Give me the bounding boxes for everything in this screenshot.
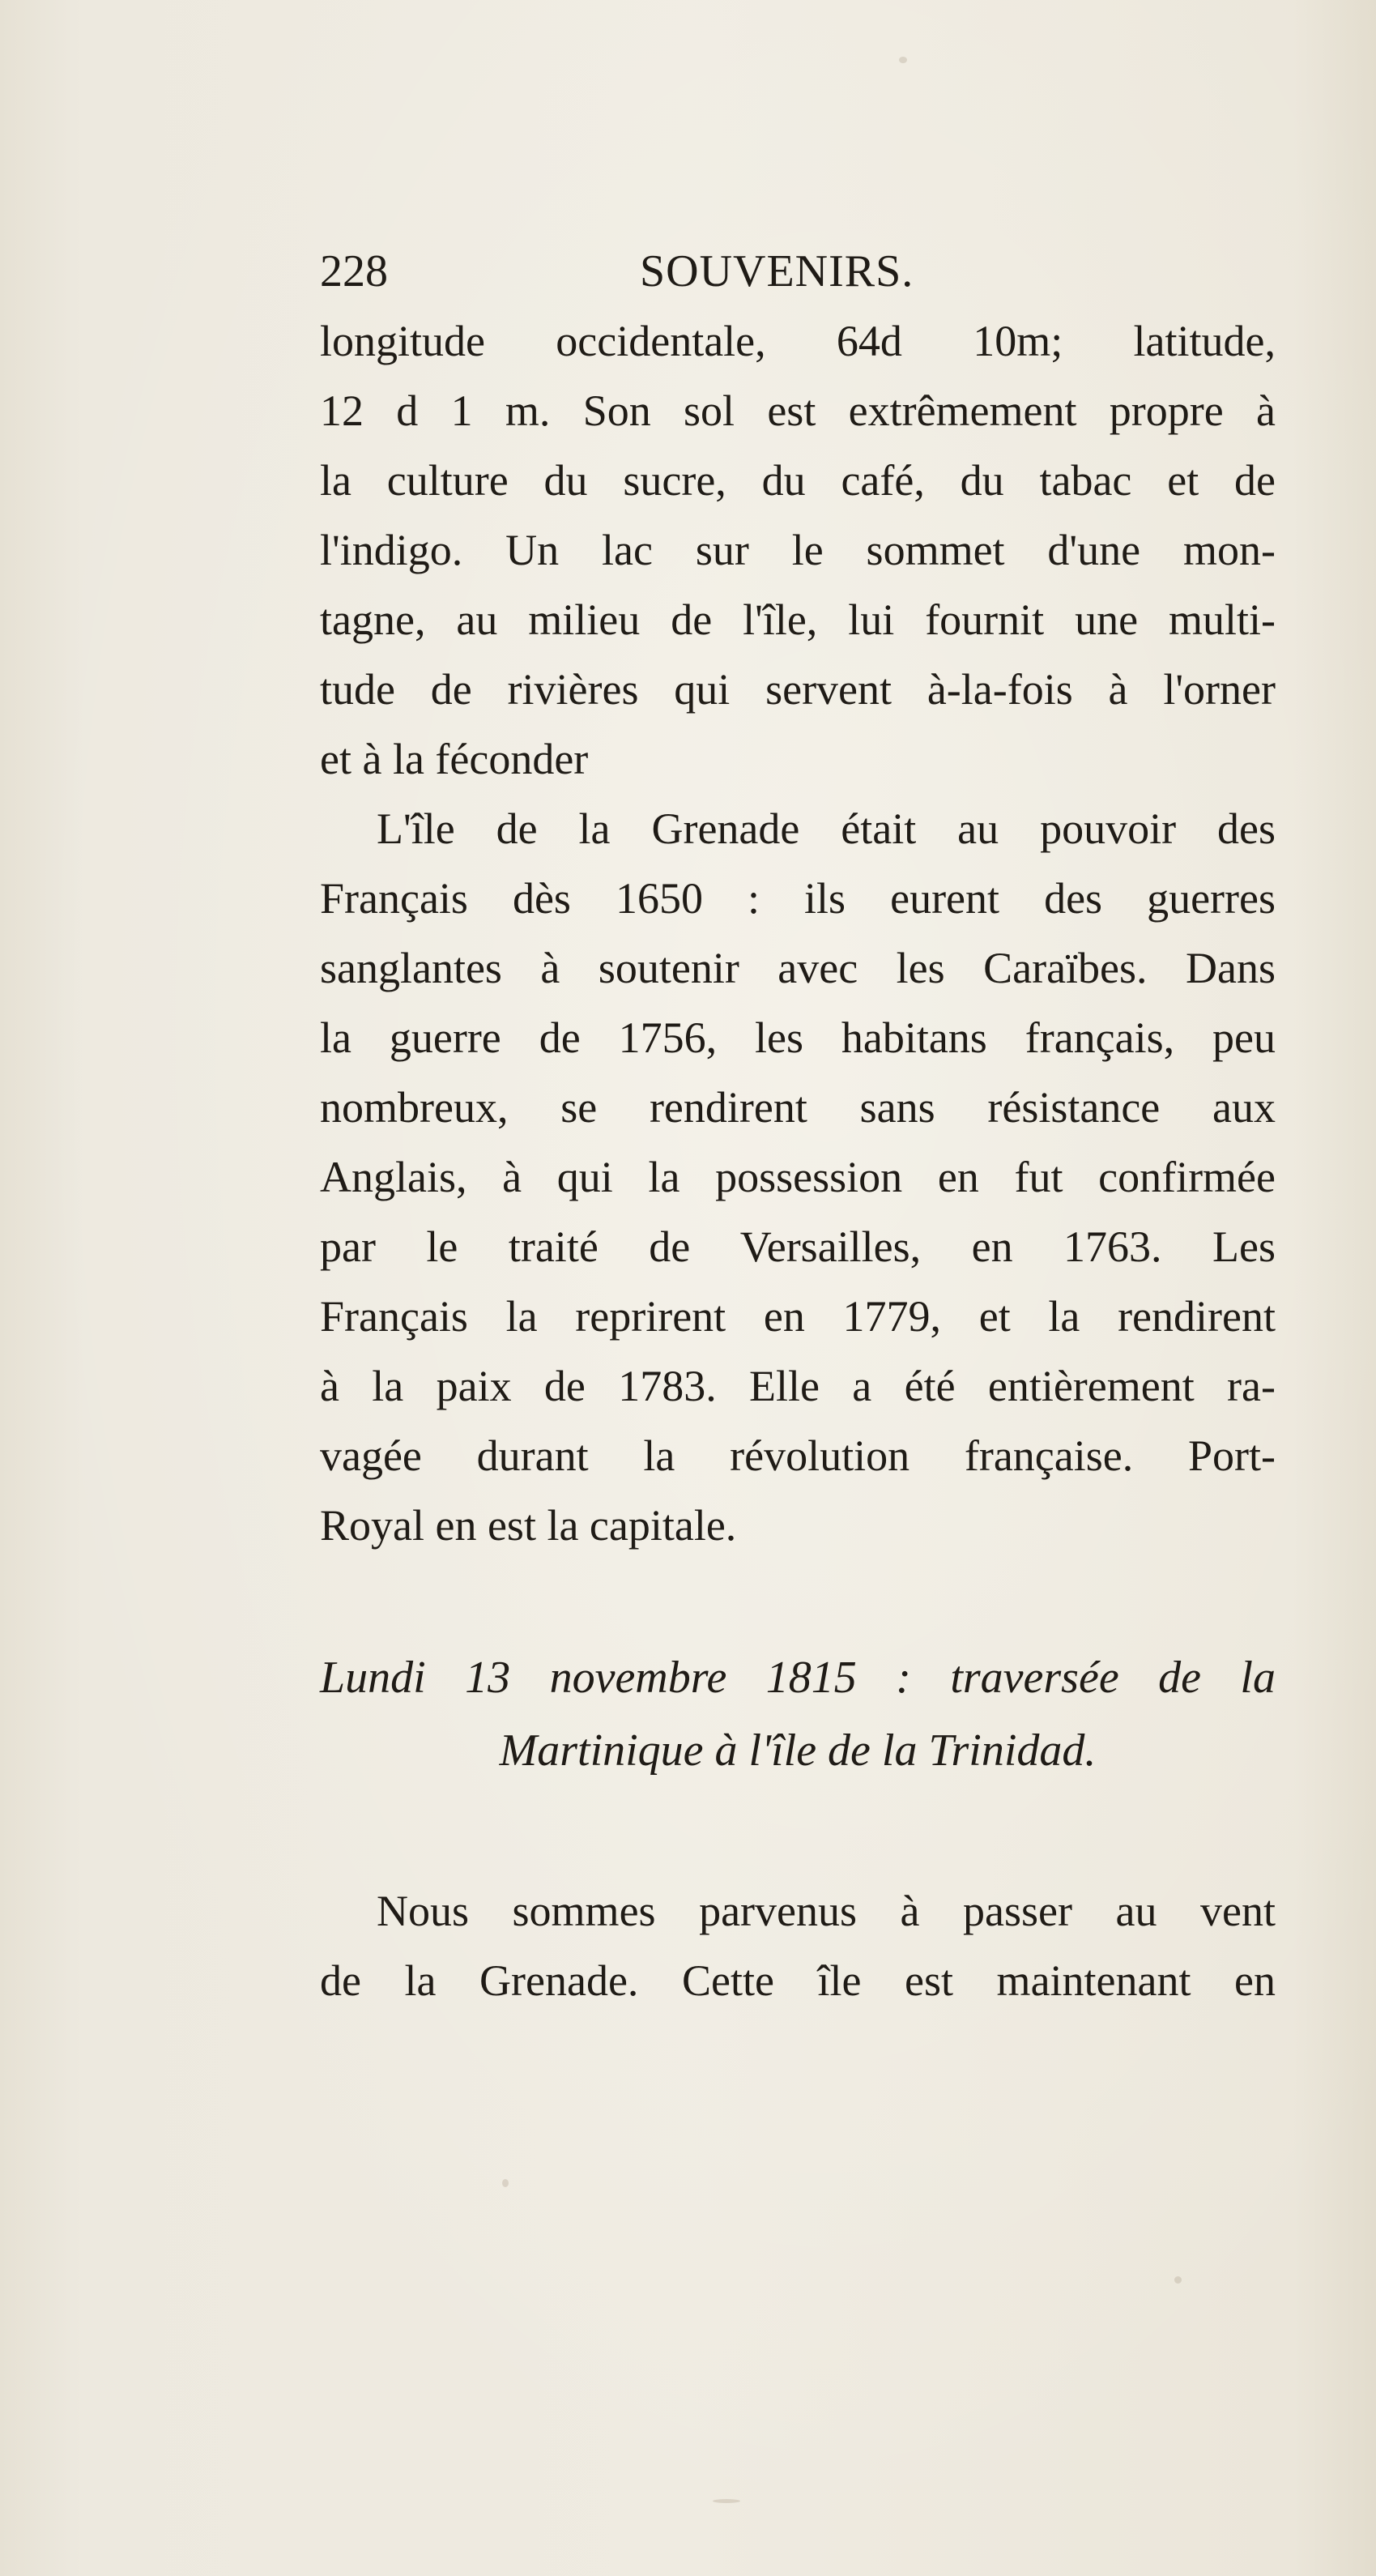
text-line: et à la féconder <box>320 735 589 783</box>
paper-spot <box>1174 2276 1182 2284</box>
text-line: L'île de la Grenade était au pouvoir des <box>377 804 1276 853</box>
text-line: à la paix de 1783. Elle a été entièrement ra- <box>320 1362 1276 1410</box>
text-line: vagée durant la révolution française. Port- <box>320 1431 1276 1480</box>
text-block <box>320 306 1276 2015</box>
text-line: Royal en est la capitale. <box>320 1501 737 1550</box>
paper-spot <box>502 2179 509 2187</box>
heading-line: Lundi 13 novembre 1815 : traversée de la <box>320 1653 1276 1703</box>
page-number: 228 <box>320 246 388 296</box>
text-line: tude de rivières qui servent à-la-fois à l'orner <box>320 665 1276 714</box>
text-line: sanglantes à soutenir avec les Caraïbes. Dans <box>320 944 1276 992</box>
paragraph <box>320 306 1276 794</box>
text-line: Français la reprirent en 1779, et la rendirent <box>320 1292 1276 1341</box>
paragraph <box>320 794 1276 1560</box>
running-head: SOUVENIRS. <box>640 246 914 296</box>
heading-line: Martinique à l'île de la Trinidad. <box>499 1725 1097 1776</box>
text-line: Anglais, à qui la possession en fut confirmée <box>320 1153 1276 1201</box>
text-line: de la Grenade. Cette île est maintenant en <box>320 1956 1276 2005</box>
text-line: tagne, au milieu de l'île, lui fournit une multi- <box>320 595 1276 644</box>
text-line: nombreux, se rendirent sans résistance aux <box>320 1083 1276 1132</box>
paper-spot <box>713 2499 740 2503</box>
text-line: l'indigo. Un lac sur le sommet d'une mon- <box>320 526 1276 574</box>
paragraph <box>320 1876 1276 2015</box>
text-line: la guerre de 1756, les habitans français, peu <box>320 1013 1276 1062</box>
text-line: par le traité de Versailles, en 1763. Les <box>320 1222 1276 1271</box>
text-line: longitude occidentale, 64d 10m; latitude, <box>320 317 1276 365</box>
text-line: Français dès 1650 : ils eurent des guerres <box>320 874 1276 923</box>
text-line: la culture du sucre, du café, du tabac et de <box>320 456 1276 505</box>
text-line: Nous sommes parvenus à passer au vent <box>377 1887 1276 1935</box>
section-heading <box>320 1641 1276 1787</box>
paper-spot <box>899 57 907 63</box>
spacer <box>320 1787 1276 1876</box>
page-header <box>320 239 952 304</box>
text-line: 12 d 1 m. Son sol est extrêmement propre à <box>320 386 1276 435</box>
